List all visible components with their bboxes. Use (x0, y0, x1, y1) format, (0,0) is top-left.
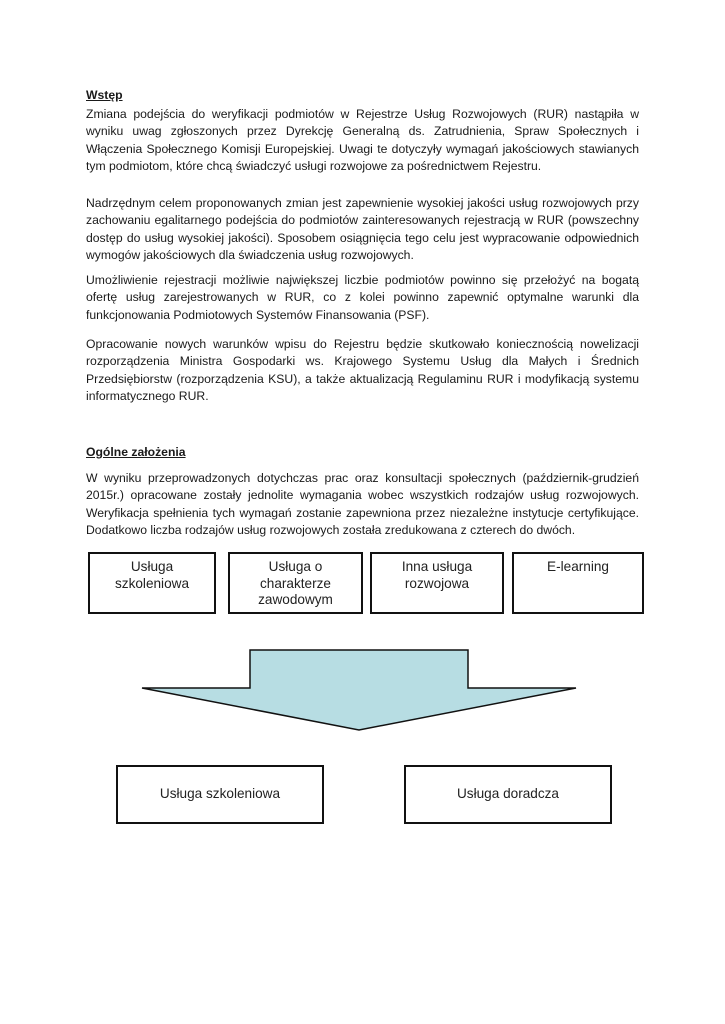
box-line: szkoleniowa (114, 575, 190, 591)
box-line: Usługa (130, 559, 174, 574)
box-line: zawodowym (258, 592, 333, 607)
section-heading-assumptions: Ogólne założenia (86, 445, 186, 459)
result-box-training-service (116, 765, 324, 824)
intro-paragraph-4: Opracowanie nowych warunków wpisu do Rejestru będzie skutkowało koniecznością nowelizacji rozporządzenia Ministra Gospodarki ws. Krajowego Systemu Usług dla Małych i Średnich Przedsiębiorstw (rozporządzenia KSU), a także aktualizacją Regulaminu RUR i modyfikacją systemu informatycznego RUR. (86, 337, 639, 404)
box-line: rozwojowa (404, 575, 470, 591)
box-line: E-learning (547, 559, 609, 574)
section-heading-intro: Wstęp (86, 88, 123, 102)
intro-paragraph-1: Zmiana podejścia do weryfikacji podmiotów w Rejestrze Usług Rozwojowych (RUR) nastąpiła w wyniku uwag zgłoszonych przez Dyrekcję Generalną ds. Zatrudnienia, Spraw Społecznych i Włączenia Społecznego Komisji Europejskiej. Uwagi te dotyczyły wymagań jakościowych stawianych tym podmiotom, które chcą świadczyć usługi rozwojowe za pośrednictwem Rejestru. (86, 107, 639, 174)
intro-paragraph-2: Nadrzędnym celem proponowanych zmian jest zapewnienie wysokiej jakości usług rozwojowych przy zachowaniu egalitarnego podejścia do podmiotów zainteresowanych rejestracją w RUR (powszechny dostęp do usług wysokiej jakości). Sposobem osiągnięcia tego celu jest wypracowanie odpowiednich wymogów jakościowych dla świadczenia usług rozwojowych. (86, 196, 639, 263)
box-line: charakterze (259, 575, 331, 591)
intro-paragraph-3: Umożliwienie rejestracji możliwie największej liczbie podmiotów powinno się przełożyć na bogatą ofertę usług zarejestrowanych w RUR, co z kolei powinno zapewnić optymalne warunki dla funkcjonowania Podmiotowych Systemów Finansowania (PSF). (86, 273, 639, 322)
assumptions-paragraph-1: W wyniku przeprowadzonych dotychczas prac oraz konsultacji społecznych (październik-grudzień 2015r.) opracowane zostały jednolite wymagania wobec wszystkich rodzajów usług rozwojowych. Weryfikacja spełnienia tych wymagań zostanie zapewniona przez niezależne instytucje certyfikujące. Dodatkowo liczba rodzajów usług rozwojowych została zredukowana z czterech do dwóch. (86, 471, 639, 538)
box-label: Usługa szkoleniowa (159, 786, 281, 802)
box-line: Usługa o (268, 559, 323, 574)
result-box-advisory-service (404, 765, 612, 824)
box-line: Inna usługa (401, 559, 473, 574)
box-label: Usługa doradcza (456, 786, 559, 802)
